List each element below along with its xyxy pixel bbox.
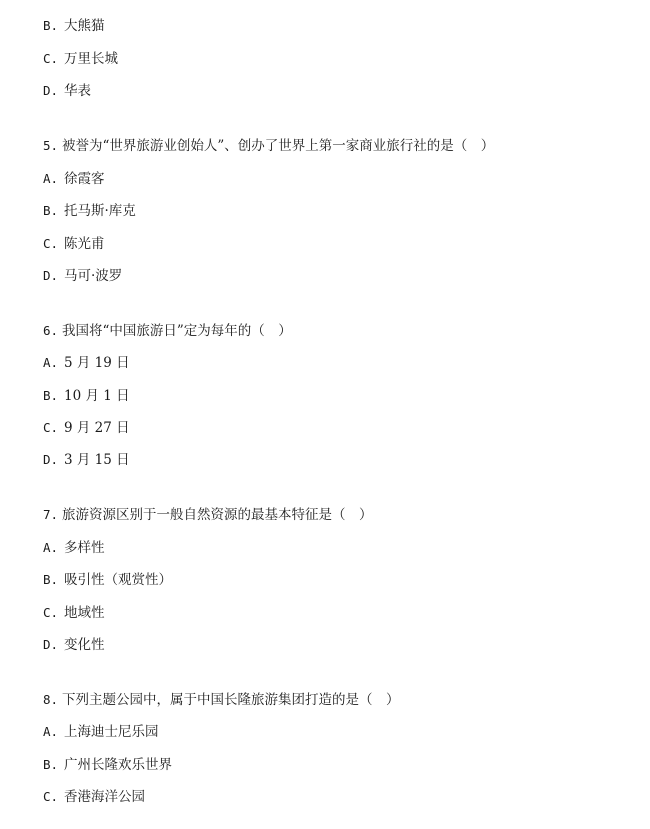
option-6b xyxy=(43,387,130,405)
option-text: 多样性 xyxy=(64,540,105,556)
question-text: 下列主题公园中，属于中国长隆旅游集团打造的是（ ） xyxy=(62,692,400,708)
option-text: 香港海洋公园 xyxy=(64,789,145,805)
option-label: D. xyxy=(43,452,59,467)
option-text: 9 月 27 日 xyxy=(64,420,130,436)
option-6a xyxy=(43,354,130,372)
option-7a xyxy=(43,539,105,557)
option-6c xyxy=(43,419,130,437)
option-label: B. xyxy=(43,757,59,772)
option-label: B. xyxy=(43,203,59,218)
option-5a xyxy=(43,170,105,188)
question-text: 被誉为“世界旅游业创始人”、创办了世界上第一家商业旅行社的是（ ） xyxy=(62,138,495,154)
option-text: 大熊猫 xyxy=(64,18,105,34)
option-label: A. xyxy=(43,355,59,370)
option-label: D. xyxy=(43,637,59,652)
option-label: A. xyxy=(43,540,59,555)
question-7 xyxy=(43,506,373,524)
option-4b xyxy=(43,17,105,35)
option-label: C. xyxy=(43,51,59,66)
option-7c xyxy=(43,604,105,622)
option-text: 吸引性（观赏性） xyxy=(64,572,172,588)
option-4c xyxy=(43,50,118,68)
question-number: 5. xyxy=(43,138,59,153)
option-5d xyxy=(43,267,122,285)
question-6 xyxy=(43,322,292,340)
option-label: D. xyxy=(43,268,59,283)
option-label: B. xyxy=(43,388,59,403)
option-label: C. xyxy=(43,605,59,620)
option-text: 托马斯·库克 xyxy=(64,203,136,219)
question-number: 7. xyxy=(43,507,59,522)
option-8a xyxy=(43,723,159,741)
option-label: B. xyxy=(43,572,59,587)
option-label: D. xyxy=(43,83,59,98)
question-5 xyxy=(43,137,494,155)
option-label: B. xyxy=(43,18,59,33)
option-text: 陈光甫 xyxy=(64,236,105,252)
question-text: 旅游资源区别于一般自然资源的最基本特征是（ ） xyxy=(62,507,373,523)
option-text: 广州长隆欢乐世界 xyxy=(64,757,172,773)
option-text: 华表 xyxy=(64,83,91,99)
option-text: 万里长城 xyxy=(64,51,118,67)
option-text: 徐霞客 xyxy=(64,171,105,187)
option-text: 10 月 1 日 xyxy=(64,388,130,404)
option-7d xyxy=(43,636,105,654)
option-text: 3 月 15 日 xyxy=(64,452,130,468)
option-text: 5 月 19 日 xyxy=(64,355,130,371)
option-label: C. xyxy=(43,236,59,251)
option-8b xyxy=(43,756,172,774)
question-text: 我国将“中国旅游日”定为每年的（ ） xyxy=(62,323,292,339)
option-label: A. xyxy=(43,171,59,186)
option-8c xyxy=(43,788,145,806)
option-label: C. xyxy=(43,420,59,435)
option-text: 上海迪士尼乐园 xyxy=(64,724,159,740)
option-5b xyxy=(43,202,136,220)
option-text: 地域性 xyxy=(64,605,105,621)
option-label: A. xyxy=(43,724,59,739)
question-number: 8. xyxy=(43,692,59,707)
option-text: 变化性 xyxy=(64,637,105,653)
option-text: 马可·波罗 xyxy=(64,268,123,284)
option-4d xyxy=(43,82,91,100)
question-8 xyxy=(43,691,400,709)
question-number: 6. xyxy=(43,323,59,338)
option-6d xyxy=(43,451,130,469)
option-label: C. xyxy=(43,789,59,804)
option-5c xyxy=(43,235,105,253)
option-7b xyxy=(43,571,172,589)
